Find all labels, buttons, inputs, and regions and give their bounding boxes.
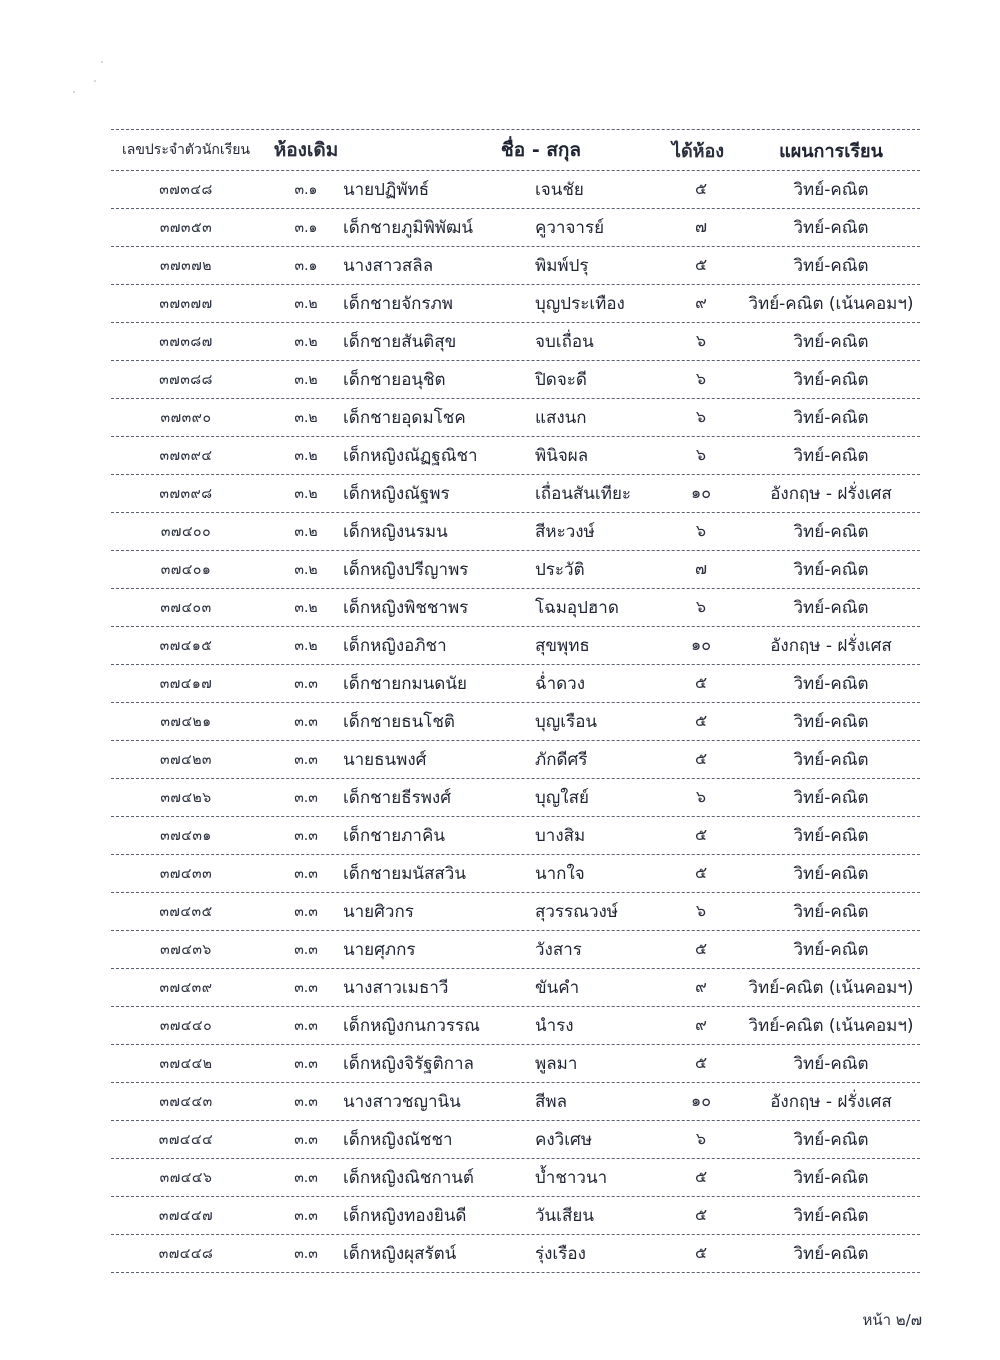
cell-student-id: ๓๗๔๑๗: [159, 675, 213, 692]
cell-new-room: ๕: [694, 939, 708, 958]
cell-new-room: ๙: [695, 977, 707, 996]
cell-study-plan: วิทย์-คณิต: [793, 1206, 869, 1226]
cell-old-room: ๓.๓: [294, 1207, 318, 1224]
student-room-table: [111, 129, 920, 1273]
cell-first-name: เด็กหญิงพิชชาพร: [343, 598, 469, 618]
table-row: [111, 589, 920, 627]
cell-study-plan: วิทย์-คณิต: [793, 598, 869, 618]
cell-student-id: ๓๗๔๒๓: [160, 751, 212, 768]
cell-student-id: ๓๗๓๔๘: [159, 181, 213, 198]
cell-study-plan: วิทย์-คณิต: [793, 902, 869, 922]
cell-study-plan: วิทย์-คณิต (เน้นคอมฯ): [748, 294, 914, 314]
cell-student-id: ๓๗๓๘๗: [159, 333, 213, 350]
cell-student-id: ๓๗๔๓๙: [159, 979, 213, 996]
table-row: [111, 1083, 920, 1121]
cell-study-plan: วิทย์-คณิต: [793, 750, 869, 770]
cell-new-room: ๖: [695, 901, 707, 920]
table-row: [111, 171, 920, 209]
cell-study-plan: วิทย์-คณิต: [793, 1244, 869, 1264]
cell-student-id: ๓๗๓๙๔: [159, 447, 213, 464]
cell-last-name: คูวาจารย์: [535, 218, 605, 238]
cell-old-room: ๓.๒: [294, 485, 318, 502]
table-row: [111, 361, 920, 399]
header-study-plan: แผนการเรียน: [779, 140, 883, 162]
cell-student-id: ๓๗๔๒๑: [160, 713, 212, 730]
cell-study-plan: วิทย์-คณิต (เน้นคอมฯ): [748, 1016, 914, 1036]
cell-first-name: เด็กหญิงกนกวรรณ: [343, 1016, 480, 1036]
cell-first-name: เด็กชายจักรภพ: [343, 294, 453, 314]
cell-new-room: ๗: [694, 559, 708, 578]
cell-study-plan: วิทย์-คณิต: [793, 1130, 869, 1150]
cell-last-name: สีหะวงษ์: [535, 522, 595, 542]
table-row: [111, 969, 920, 1007]
cell-student-id: ๓๗๔๓๖: [160, 941, 212, 958]
cell-new-room: ๖: [695, 445, 707, 464]
cell-first-name: เด็กชายธนโชติ: [343, 712, 455, 732]
cell-first-name: เด็กหญิงณัฐพร: [343, 484, 450, 504]
header-new-room: ได้ห้อง: [671, 140, 725, 162]
cell-student-id: ๓๗๔๓๓: [159, 865, 213, 882]
table-row: [111, 779, 920, 817]
cell-first-name: เด็กชายอนุชิต: [343, 370, 446, 390]
cell-new-room: ๕: [694, 711, 708, 730]
cell-study-plan: วิทย์-คณิต: [793, 180, 869, 200]
cell-first-name: เด็กชายภาคิน: [343, 826, 445, 846]
cell-first-name: เด็กหญิงผุสรัตน์: [343, 1244, 457, 1264]
cell-first-name: เด็กชายธีรพงศ์: [343, 788, 451, 808]
cell-old-room: ๓.๓: [294, 941, 318, 958]
cell-old-room: ๓.๓: [294, 675, 318, 692]
cell-new-room: ๕: [694, 179, 708, 198]
table-row: [111, 399, 920, 437]
cell-last-name: รุ่งเรือง: [535, 1244, 586, 1264]
page-number: หน้า ๒/๗: [862, 1311, 922, 1329]
cell-old-room: ๓.๓: [294, 713, 318, 730]
cell-student-id: ๓๗๔๔๒: [159, 1055, 213, 1072]
cell-first-name: เด็กหญิงณิชกานต์: [343, 1168, 474, 1188]
cell-study-plan: อังกฤษ - ฝรั่งเศส: [770, 1092, 892, 1112]
cell-first-name: เด็กหญิงนรมน: [343, 522, 448, 542]
cell-study-plan: วิทย์-คณิต: [793, 826, 869, 846]
cell-study-plan: วิทย์-คณิต: [793, 940, 869, 960]
cell-old-room: ๓.๒: [294, 333, 318, 350]
cell-study-plan: วิทย์-คณิต: [793, 218, 869, 238]
cell-last-name: โฉมอุปฮาด: [535, 598, 619, 618]
cell-old-room: ๓.๓: [294, 1245, 318, 1262]
cell-new-room: ๕: [694, 825, 708, 844]
cell-study-plan: วิทย์-คณิต: [793, 674, 869, 694]
cell-last-name: ปิดจะดี: [535, 370, 587, 390]
table-row: [111, 1235, 920, 1273]
cell-student-id: ๓๗๔๔๘: [158, 1245, 214, 1262]
cell-first-name: เด็กหญิงทองยินดี: [343, 1206, 467, 1226]
cell-last-name: บางสิม: [535, 826, 586, 846]
cell-student-id: ๓๗๔๑๕: [159, 637, 213, 654]
table-row: [111, 741, 920, 779]
table-row: [111, 1045, 920, 1083]
cell-new-room: ๖: [695, 787, 707, 806]
table-row: [111, 247, 920, 285]
table-row: [111, 627, 920, 665]
table-row: [111, 551, 920, 589]
cell-last-name: นากใจ: [535, 864, 585, 884]
cell-old-room: ๓.๒: [294, 523, 318, 540]
cell-first-name: เด็กชายกมนดนัย: [343, 674, 467, 694]
cell-old-room: ๓.๓: [294, 1131, 318, 1148]
table-body: [111, 171, 920, 1273]
cell-last-name: วังสาร: [535, 940, 582, 960]
table-row: [111, 1197, 920, 1235]
cell-study-plan: วิทย์-คณิต: [793, 332, 869, 352]
cell-new-room: ๙: [695, 1015, 707, 1034]
table-row: [111, 931, 920, 969]
cell-student-id: ๓๗๔๐๐: [160, 523, 212, 540]
cell-study-plan: วิทย์-คณิต: [793, 560, 869, 580]
cell-last-name: ภักดีศรี: [535, 750, 588, 770]
cell-old-room: ๓.๒: [294, 447, 318, 464]
header-student-id: เลขประจำตัวนักเรียน: [121, 142, 250, 158]
cell-new-room: ๑๐: [691, 483, 711, 502]
cell-first-name: นางสาวสลิล: [343, 256, 434, 276]
table-row: [111, 1121, 920, 1159]
table-row: [111, 1007, 920, 1045]
cell-study-plan: วิทย์-คณิต: [793, 408, 869, 428]
cell-last-name: พิมพ์ปรุ: [535, 256, 589, 276]
cell-study-plan: วิทย์-คณิต: [793, 712, 869, 732]
scan-speck: [73, 91, 75, 93]
cell-old-room: ๓.๓: [294, 789, 318, 806]
cell-study-plan: วิทย์-คณิต: [793, 256, 869, 276]
cell-old-room: ๓.๒: [294, 371, 318, 388]
table-row: [111, 665, 920, 703]
cell-student-id: ๓๗๓๙๘: [159, 485, 213, 502]
cell-last-name: วันเสียน: [535, 1206, 594, 1226]
cell-first-name: นายศิวกร: [343, 902, 414, 922]
cell-old-room: ๓.๓: [294, 865, 318, 882]
cell-old-room: ๓.๒: [294, 599, 318, 616]
cell-last-name: ฉ่ำดวง: [535, 674, 586, 694]
cell-student-id: ๓๗๔๔๔: [158, 1131, 214, 1148]
cell-last-name: เจนชัย: [535, 180, 584, 200]
scan-speck: [101, 61, 103, 63]
cell-new-room: ๕: [694, 1167, 708, 1186]
cell-student-id: ๓๗๔๔๗: [158, 1207, 214, 1224]
table-row: [111, 323, 920, 361]
cell-study-plan: วิทย์-คณิต: [793, 1168, 869, 1188]
cell-old-room: ๓.๒: [294, 409, 318, 426]
cell-first-name: เด็กหญิงปรีญาพร: [343, 560, 469, 580]
cell-new-room: ๕: [694, 1243, 708, 1262]
cell-study-plan: วิทย์-คณิต: [793, 864, 869, 884]
table-row: [111, 437, 920, 475]
table-row: [111, 893, 920, 931]
cell-new-room: ๕: [694, 863, 708, 882]
cell-new-room: ๕: [694, 673, 708, 692]
cell-new-room: ๖: [695, 1129, 707, 1148]
cell-old-room: ๓.๓: [294, 1055, 318, 1072]
cell-first-name: นางสาวเมธาวี: [343, 978, 449, 998]
cell-last-name: สุขพุทธ: [535, 636, 590, 656]
cell-old-room: ๓.๓: [294, 903, 318, 920]
cell-study-plan: วิทย์-คณิต: [793, 788, 869, 808]
cell-study-plan: วิทย์-คณิต: [793, 370, 869, 390]
cell-student-id: ๓๗๔๔๖: [159, 1169, 213, 1186]
cell-study-plan: อังกฤษ - ฝรั่งเศส: [770, 636, 892, 656]
cell-last-name: บุญใสย์: [535, 788, 589, 808]
cell-study-plan: วิทย์-คณิต (เน้นคอมฯ): [748, 978, 914, 998]
cell-first-name: นางสาวชญานิน: [343, 1092, 461, 1112]
header-name: ชื่อ - สกุล: [500, 139, 582, 161]
cell-first-name: นายธนพงศ์: [343, 750, 427, 770]
cell-study-plan: วิทย์-คณิต: [793, 1054, 869, 1074]
cell-last-name: พินิจผล: [535, 446, 589, 466]
cell-student-id: ๓๗๔๐๓: [160, 599, 212, 616]
cell-old-room: ๓.๓: [294, 827, 318, 844]
cell-old-room: ๓.๓: [294, 751, 318, 768]
cell-student-id: ๓๗๔๓๑: [160, 827, 212, 844]
cell-old-room: ๓.๓: [294, 979, 318, 996]
cell-old-room: ๓.๓: [294, 1169, 318, 1186]
cell-student-id: ๓๗๔๔๐: [159, 1017, 213, 1034]
cell-new-room: ๗: [694, 217, 708, 236]
cell-first-name: เด็กชายภูมิพิพัฒน์: [343, 218, 473, 238]
cell-new-room: ๖: [695, 521, 707, 540]
cell-new-room: ๑๐: [691, 635, 711, 654]
cell-student-id: ๓๗๓๗๒: [160, 257, 212, 274]
cell-old-room: ๓.๓: [294, 1093, 318, 1110]
header-old-room: ห้องเดิม: [273, 139, 339, 161]
cell-first-name: เด็กชายอุดมโชค: [343, 408, 466, 428]
cell-first-name: นายปฏิพัทธ์: [343, 180, 430, 200]
cell-student-id: ๓๗๓๕๓: [159, 219, 213, 236]
cell-new-room: ๕: [694, 1205, 708, 1224]
table-header-row: [111, 130, 920, 171]
table-row: [111, 285, 920, 323]
cell-last-name: บ้ำชาวนา: [535, 1168, 608, 1188]
table-row: [111, 513, 920, 551]
cell-old-room: ๓.๑: [294, 181, 318, 198]
cell-new-room: ๑๐: [691, 1091, 711, 1110]
cell-student-id: ๓๗๓๘๘: [159, 371, 213, 388]
cell-student-id: ๓๗๔๔๓: [159, 1093, 213, 1110]
table-row: [111, 475, 920, 513]
cell-student-id: ๓๗๓๙๐: [160, 409, 212, 426]
table-row: [111, 703, 920, 741]
cell-first-name: เด็กชายสันติสุข: [343, 332, 457, 352]
cell-last-name: พูลมา: [535, 1054, 578, 1074]
cell-new-room: ๕: [694, 255, 708, 274]
table-row: [111, 1159, 920, 1197]
cell-new-room: ๕: [694, 749, 708, 768]
cell-new-room: ๖: [695, 407, 707, 426]
cell-old-room: ๓.๓: [294, 1017, 318, 1034]
cell-first-name: เด็กชายมนัสสวิน: [343, 864, 466, 884]
cell-last-name: คงวิเศษ: [535, 1130, 593, 1150]
cell-student-id: ๓๗๔๒๖: [160, 789, 212, 806]
cell-study-plan: วิทย์-คณิต: [793, 446, 869, 466]
scan-speck: [94, 80, 96, 82]
cell-first-name: เด็กหญิงจิรัฐติกาล: [343, 1054, 474, 1074]
table-row: [111, 817, 920, 855]
cell-new-room: ๙: [695, 293, 707, 312]
cell-last-name: ขันคำ: [535, 978, 580, 998]
cell-old-room: ๓.๑: [294, 257, 318, 274]
cell-last-name: นำรง: [535, 1016, 574, 1036]
cell-first-name: เด็กหญิงณัฏฐณิชา: [343, 446, 478, 466]
cell-student-id: ๓๗๔๓๕: [159, 903, 213, 920]
cell-old-room: ๓.๑: [294, 219, 318, 236]
cell-old-room: ๓.๒: [294, 637, 318, 654]
cell-first-name: นายศุภกร: [343, 940, 416, 960]
cell-old-room: ๓.๒: [294, 295, 318, 312]
cell-last-name: เถื่อนสันเทียะ: [535, 484, 632, 504]
cell-new-room: ๖: [695, 369, 707, 388]
cell-last-name: ประวัติ: [535, 560, 585, 580]
cell-first-name: เด็กหญิงอภิชา: [343, 636, 447, 656]
table-row: [111, 209, 920, 247]
cell-first-name: เด็กหญิงณัชชา: [343, 1130, 453, 1150]
cell-student-id: ๓๗๔๐๑: [160, 561, 212, 578]
cell-last-name: บุญประเทือง: [535, 294, 625, 314]
cell-student-id: ๓๗๓๗๗: [159, 295, 213, 312]
cell-old-room: ๓.๒: [294, 561, 318, 578]
cell-last-name: บุญเรือน: [535, 712, 598, 732]
cell-study-plan: วิทย์-คณิต: [793, 522, 869, 542]
table-row: [111, 855, 920, 893]
cell-last-name: แสงนก: [535, 408, 587, 428]
cell-new-room: ๕: [694, 1053, 708, 1072]
cell-new-room: ๖: [695, 597, 707, 616]
cell-last-name: สุวรรณวงษ์: [535, 902, 619, 922]
cell-last-name: จบเถื่อน: [535, 332, 594, 352]
cell-new-room: ๖: [695, 331, 707, 350]
cell-last-name: สีพล: [535, 1092, 567, 1112]
cell-study-plan: อังกฤษ - ฝรั่งเศส: [770, 484, 892, 504]
